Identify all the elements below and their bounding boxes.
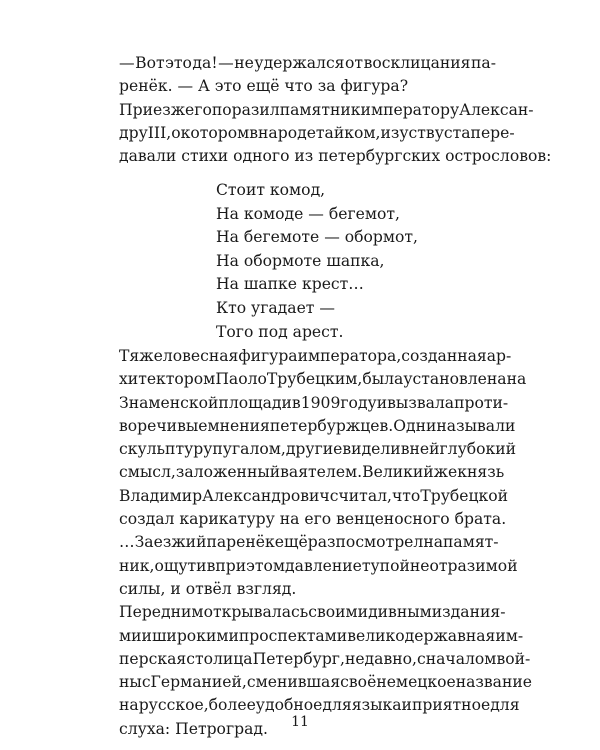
poem-line: На шапке крест…	[216, 275, 364, 294]
text-line: скульптуру пугалом, другие видели в ней глубокий	[119, 440, 517, 459]
text-line: на русское, более удобное для языка и приятное для	[119, 696, 520, 715]
text-line: давали стихи одного из петербургских острословов:	[119, 147, 552, 166]
poem-line: На обормоте шапка,	[216, 251, 385, 270]
text-line: силы, и отвёл взгляд.	[119, 579, 297, 598]
text-line: хитектором Паоло Трубецким, была установлена на	[119, 370, 527, 389]
text-line: Знаменской площади в 1909 году и вызвала проти-	[119, 393, 509, 412]
text-line: смысл, заложенный ваятелем. Великий же князь	[119, 463, 505, 482]
poem-line: Кто угадает —	[216, 298, 335, 317]
text-line: Тяжеловесная фигура императора, созданная ар-	[119, 347, 512, 365]
page-number: 11	[291, 714, 309, 730]
text-line: создал карикатуру на его венценосного брата.	[119, 510, 507, 529]
paragraph	[119, 52, 496, 99]
text-line: Перед ним открывалась своими дивными здания-	[119, 603, 506, 622]
text-line: Приезжего поразил памятник императору Алексан-	[119, 100, 534, 119]
paragraph	[119, 99, 552, 169]
text-line: ренёк. — А это ещё что за фигура?	[119, 77, 409, 96]
text-line: Владимир Александрович считал, что Трубецкой	[119, 486, 509, 505]
poem-line: На бегемоте — обормот,	[216, 228, 418, 247]
text-line: ник, ощутив при этом давление тупой неотразимой	[119, 556, 518, 575]
text-line: ны с Германией, сменившая своё немецкое название	[119, 673, 532, 692]
paragraph	[119, 531, 518, 601]
poem-line: Того под арест.	[216, 322, 344, 341]
text-line: перская столица Петербург, недавно, с началом вой-	[119, 649, 531, 668]
text-line: слуха: Петроград.	[119, 719, 268, 738]
paragraph	[119, 345, 527, 531]
poem-line: На комоде — бегемот,	[216, 204, 400, 223]
text-block-bottom	[119, 345, 532, 741]
text-line: — Вот это да! — не удержался от восклицания па-	[119, 54, 496, 72]
text-block-top	[119, 52, 552, 168]
text-line: ми и широкими проспектами великодержавная им-	[119, 626, 524, 645]
poem-line: Стоит комод,	[216, 181, 326, 199]
text-line: воречивые мнения петербуржцев. Одни называли	[119, 416, 516, 435]
text-line: …Заезжий паренёк ещё раз посмотрел на памят-	[119, 533, 499, 552]
poem	[216, 179, 418, 344]
text-line: дру III, о котором в народе тайком, из уст в уста пере-	[119, 123, 515, 142]
